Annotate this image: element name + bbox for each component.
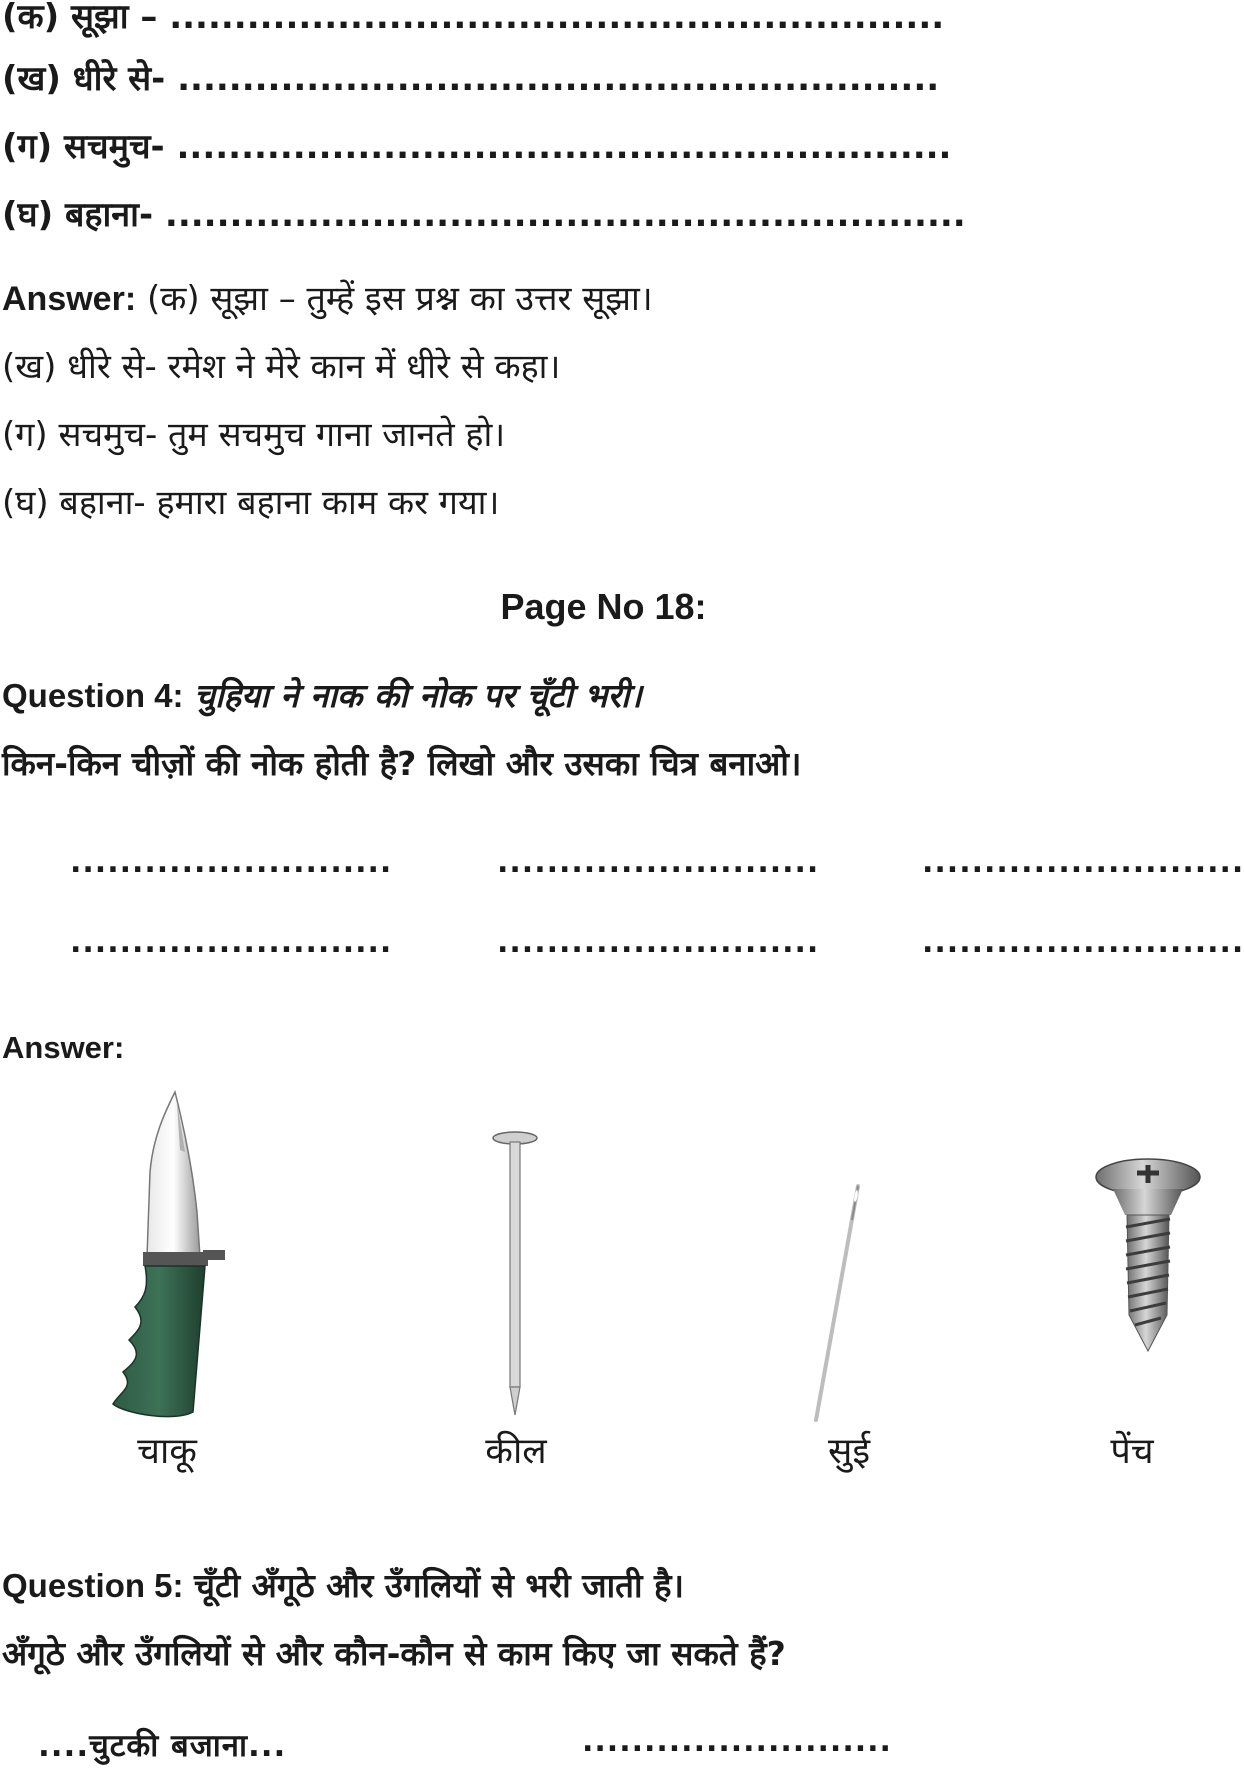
question-4-answer-label: Answer: — [2, 1030, 125, 1065]
fill-in-label: (घ) बहाना- — [2, 195, 154, 235]
knife-icon — [105, 1092, 235, 1422]
answer-blank: .......................... — [922, 925, 1244, 960]
fill-in-blank: .............................................................. — [164, 195, 966, 235]
fill-in-line-kha — [2, 54, 939, 100]
answer-label: Answer: — [2, 280, 137, 318]
question-4-title — [2, 672, 642, 717]
answer-blank: .......................... — [922, 845, 1244, 880]
answer-line-3: (ग) सचमुच- तुम सचमुच गाना जानते हो। — [2, 415, 506, 455]
fill-in-label: (क) सूझा – — [2, 0, 158, 37]
answer-blank: .......................... — [497, 845, 820, 880]
caption-nail: कील — [485, 1431, 547, 1472]
page-heading: Page No 18: — [500, 586, 707, 627]
question-label: Question 5: — [2, 1567, 184, 1604]
question-statement: चुहिया ने नाक की नोक पर चूँटी भरी। — [194, 676, 642, 715]
answer-blank: .......................... — [497, 925, 820, 960]
caption-screw: पेंच — [1110, 1431, 1154, 1472]
answer-line-4: (घ) बहाना- हमारा बहाना काम कर गया। — [2, 483, 500, 523]
fill-in-blank: ............................................................ — [176, 127, 952, 167]
answer-blank: .......................... — [70, 925, 393, 960]
screw-icon — [1093, 1155, 1203, 1355]
question-statement: चूँटी अँगूठे और उँगलियों से भरी जाती है। — [194, 1566, 685, 1605]
caption-needle: सुई — [827, 1431, 870, 1472]
fill-in-line-ga — [2, 122, 951, 168]
question-5-title — [2, 1562, 684, 1607]
fill-in-blank: ............................................................ — [169, 0, 945, 37]
question-4-prompt: किन-किन चीज़ों की नोक होती है? लिखो और उसका चित्र बनाओ। — [2, 744, 802, 783]
answer-text: (क) सूझा – तुम्हें इस प्रश्न का उत्तर सूझा। — [146, 279, 653, 319]
fill-in-line-ka — [2, 0, 944, 38]
fill-in-label: (ग) सचमुच- — [2, 127, 165, 167]
answer-blank: .......................... — [70, 845, 393, 880]
caption-knife: चाकू — [137, 1431, 197, 1472]
question-5-prompt: अँगूठे और उँगलियों से और कौन-कौन से काम किए जा सकते हैं? — [2, 1634, 786, 1673]
question-label: Question 4: — [2, 677, 184, 714]
filled-answer: ....चुटकी बजाना... — [38, 1728, 287, 1764]
answer-line-1 — [2, 274, 653, 320]
answer-line-2: (ख) धीरे से- रमेश ने मेरे कान में धीरे से कहा। — [2, 347, 561, 387]
answer-blank: ......................... — [582, 1724, 892, 1759]
fill-in-blank: ........................................................... — [177, 59, 940, 99]
nail-icon — [485, 1130, 545, 1420]
needle-icon — [808, 1180, 868, 1425]
fill-in-label: (ख) धीरे से- — [2, 59, 166, 99]
fill-in-line-gha — [2, 190, 966, 236]
